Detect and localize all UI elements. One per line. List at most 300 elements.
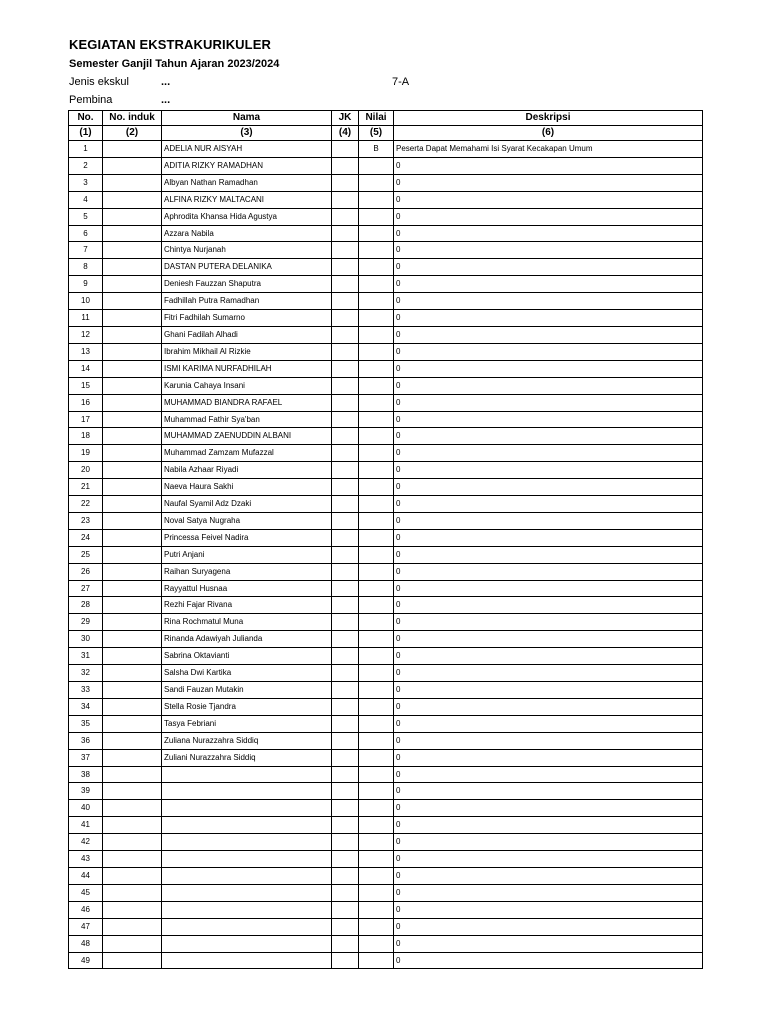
table-row xyxy=(69,631,703,648)
cell-no: 6 xyxy=(69,225,103,242)
cell-nilai xyxy=(359,918,394,935)
cell-nama: ADITIA RIZKY RAMADHAN xyxy=(162,157,332,174)
cell-no: 1 xyxy=(69,141,103,158)
cell-no: 48 xyxy=(69,935,103,952)
cell-no-induk xyxy=(103,648,162,665)
cell-nama: Fitri Fadhilah Sumarno xyxy=(162,310,332,327)
cell-nilai xyxy=(359,259,394,276)
cell-nama xyxy=(162,918,332,935)
cell-jk xyxy=(332,732,359,749)
cell-deskripsi: 0 xyxy=(394,394,703,411)
cell-nama xyxy=(162,783,332,800)
cell-no: 3 xyxy=(69,174,103,191)
cell-jk xyxy=(332,597,359,614)
cell-no-induk xyxy=(103,732,162,749)
cell-jk xyxy=(332,293,359,310)
cell-no: 18 xyxy=(69,428,103,445)
cell-jk xyxy=(332,867,359,884)
cell-no: 43 xyxy=(69,851,103,868)
cell-no: 23 xyxy=(69,512,103,529)
cell-nama: MUHAMMAD BIANDRA RAFAEL xyxy=(162,394,332,411)
header-number-4: (4) xyxy=(332,126,359,141)
cell-nama: Putri Anjani xyxy=(162,546,332,563)
cell-no-induk xyxy=(103,631,162,648)
cell-no: 25 xyxy=(69,546,103,563)
cell-deskripsi: 0 xyxy=(394,208,703,225)
cell-jk xyxy=(332,580,359,597)
cell-no: 17 xyxy=(69,411,103,428)
cell-no-induk xyxy=(103,580,162,597)
cell-nama: Muhammad Zamzam Mufazzal xyxy=(162,445,332,462)
cell-deskripsi: 0 xyxy=(394,614,703,631)
cell-no: 29 xyxy=(69,614,103,631)
cell-nama xyxy=(162,817,332,834)
cell-nilai xyxy=(359,208,394,225)
cell-nilai xyxy=(359,682,394,699)
cell-no: 40 xyxy=(69,800,103,817)
cell-jk xyxy=(332,918,359,935)
table-row xyxy=(69,597,703,614)
cell-nama: ALFINA RIZKY MALTACANI xyxy=(162,191,332,208)
cell-nama: Stella Rosie Tjandra xyxy=(162,698,332,715)
cell-deskripsi: 0 xyxy=(394,884,703,901)
cell-no: 37 xyxy=(69,749,103,766)
cell-no-induk xyxy=(103,496,162,513)
cell-nilai: B xyxy=(359,141,394,158)
cell-deskripsi: 0 xyxy=(394,445,703,462)
table-row xyxy=(69,715,703,732)
cell-jk xyxy=(332,783,359,800)
cell-nilai xyxy=(359,766,394,783)
cell-nilai xyxy=(359,563,394,580)
cell-deskripsi: 0 xyxy=(394,293,703,310)
cell-no: 2 xyxy=(69,157,103,174)
cell-jk xyxy=(332,242,359,259)
cell-nilai xyxy=(359,715,394,732)
table-row xyxy=(69,411,703,428)
cell-nama xyxy=(162,867,332,884)
cell-deskripsi: 0 xyxy=(394,682,703,699)
cell-nama: Tasya Febriani xyxy=(162,715,332,732)
table-row xyxy=(69,428,703,445)
cell-no: 24 xyxy=(69,529,103,546)
cell-no: 9 xyxy=(69,276,103,293)
table-row xyxy=(69,343,703,360)
cell-deskripsi: Peserta Dapat Memahami Isi Syarat Kecakapan Umum xyxy=(394,141,703,158)
cell-no-induk xyxy=(103,614,162,631)
table-row xyxy=(69,749,703,766)
table-row xyxy=(69,445,703,462)
header-number-3: (3) xyxy=(162,126,332,141)
cell-jk xyxy=(332,157,359,174)
cell-no: 45 xyxy=(69,884,103,901)
cell-deskripsi: 0 xyxy=(394,343,703,360)
header-number-2: (2) xyxy=(103,126,162,141)
cell-nama xyxy=(162,766,332,783)
cell-deskripsi: 0 xyxy=(394,952,703,969)
cell-jk xyxy=(332,411,359,428)
cell-no: 46 xyxy=(69,901,103,918)
cell-nilai xyxy=(359,191,394,208)
cell-nilai xyxy=(359,817,394,834)
header-deskripsi: Deskripsi xyxy=(394,111,703,126)
cell-no: 44 xyxy=(69,867,103,884)
cell-nilai xyxy=(359,546,394,563)
cell-no: 14 xyxy=(69,360,103,377)
cell-nilai xyxy=(359,529,394,546)
cell-nilai xyxy=(359,783,394,800)
cell-nilai xyxy=(359,631,394,648)
cell-no-induk xyxy=(103,157,162,174)
cell-no-induk xyxy=(103,851,162,868)
table-row xyxy=(69,242,703,259)
cell-jk xyxy=(332,563,359,580)
cell-nilai xyxy=(359,698,394,715)
cell-no: 38 xyxy=(69,766,103,783)
cell-deskripsi: 0 xyxy=(394,310,703,327)
cell-nilai xyxy=(359,479,394,496)
cell-jk xyxy=(332,851,359,868)
cell-no-induk xyxy=(103,293,162,310)
table-row xyxy=(69,512,703,529)
cell-deskripsi: 0 xyxy=(394,901,703,918)
cell-nama: Zuliani Nurazzahra Siddiq xyxy=(162,749,332,766)
cell-jk xyxy=(332,394,359,411)
table-row xyxy=(69,225,703,242)
cell-nama: Albyan Nathan Ramadhan xyxy=(162,174,332,191)
cell-nilai xyxy=(359,157,394,174)
cell-deskripsi: 0 xyxy=(394,867,703,884)
header-nama: Nama xyxy=(162,111,332,126)
cell-deskripsi: 0 xyxy=(394,732,703,749)
table-row xyxy=(69,191,703,208)
cell-nama xyxy=(162,884,332,901)
cell-nilai xyxy=(359,174,394,191)
jenis-ekskul-label: Jenis ekskul xyxy=(69,76,129,88)
cell-jk xyxy=(332,377,359,394)
cell-deskripsi: 0 xyxy=(394,834,703,851)
cell-deskripsi: 0 xyxy=(394,749,703,766)
cell-no: 41 xyxy=(69,817,103,834)
table-row xyxy=(69,732,703,749)
cell-nama xyxy=(162,901,332,918)
cell-no: 32 xyxy=(69,665,103,682)
cell-nama: Princessa Feivel Nadira xyxy=(162,529,332,546)
cell-nama: Ibrahim Mikhail Al Rizkie xyxy=(162,343,332,360)
cell-no-induk xyxy=(103,445,162,462)
header-number-1: (1) xyxy=(69,126,103,141)
cell-nilai xyxy=(359,242,394,259)
cell-nama: Sabrina Oktavianti xyxy=(162,648,332,665)
cell-jk xyxy=(332,208,359,225)
cell-jk xyxy=(332,749,359,766)
cell-nama: MUHAMMAD ZAENUDDIN ALBANI xyxy=(162,428,332,445)
cell-nilai xyxy=(359,360,394,377)
cell-nama: Rinanda Adawiyah Julianda xyxy=(162,631,332,648)
cell-no-induk xyxy=(103,242,162,259)
cell-no: 19 xyxy=(69,445,103,462)
cell-no: 16 xyxy=(69,394,103,411)
cell-jk xyxy=(332,343,359,360)
cell-jk xyxy=(332,276,359,293)
cell-nama: Zuliana Nurazzahra Siddiq xyxy=(162,732,332,749)
cell-nama: Naufal Syamil Adz Dzaki xyxy=(162,496,332,513)
cell-nama: Aphrodita Khansa Hida Agustya xyxy=(162,208,332,225)
header-nilai: Nilai xyxy=(359,111,394,126)
cell-no-induk xyxy=(103,343,162,360)
cell-no-induk xyxy=(103,715,162,732)
cell-no-induk xyxy=(103,682,162,699)
cell-deskripsi: 0 xyxy=(394,479,703,496)
cell-nilai xyxy=(359,732,394,749)
cell-nama: Rayyattul Husnaa xyxy=(162,580,332,597)
cell-nama: Deniesh Fauzzan Shaputra xyxy=(162,276,332,293)
cell-deskripsi: 0 xyxy=(394,648,703,665)
cell-no-induk xyxy=(103,310,162,327)
table-row xyxy=(69,851,703,868)
cell-no: 31 xyxy=(69,648,103,665)
cell-no: 35 xyxy=(69,715,103,732)
cell-deskripsi: 0 xyxy=(394,191,703,208)
table-row xyxy=(69,766,703,783)
cell-deskripsi: 0 xyxy=(394,817,703,834)
table-row xyxy=(69,141,703,158)
cell-nilai xyxy=(359,749,394,766)
cell-nama xyxy=(162,952,332,969)
table-row xyxy=(69,529,703,546)
table-row xyxy=(69,563,703,580)
cell-no: 15 xyxy=(69,377,103,394)
cell-no-induk xyxy=(103,901,162,918)
cell-no: 20 xyxy=(69,462,103,479)
student-table xyxy=(68,110,703,969)
pembina-value: ... xyxy=(161,94,171,106)
cell-jk xyxy=(332,479,359,496)
cell-jk xyxy=(332,225,359,242)
header-number-6: (6) xyxy=(394,126,703,141)
table-header-number-row xyxy=(69,126,703,141)
cell-no-induk xyxy=(103,546,162,563)
cell-nama: Sandi Fauzan Mutakin xyxy=(162,682,332,699)
cell-jk xyxy=(332,428,359,445)
cell-deskripsi: 0 xyxy=(394,462,703,479)
cell-nilai xyxy=(359,867,394,884)
table-row xyxy=(69,682,703,699)
table-row xyxy=(69,884,703,901)
cell-no: 27 xyxy=(69,580,103,597)
cell-no-induk xyxy=(103,191,162,208)
cell-nilai xyxy=(359,411,394,428)
cell-no: 8 xyxy=(69,259,103,276)
cell-no: 21 xyxy=(69,479,103,496)
cell-jk xyxy=(332,326,359,343)
cell-no: 13 xyxy=(69,343,103,360)
cell-jk xyxy=(332,310,359,327)
cell-jk xyxy=(332,496,359,513)
table-row xyxy=(69,496,703,513)
cell-no: 36 xyxy=(69,732,103,749)
cell-nilai xyxy=(359,580,394,597)
cell-deskripsi: 0 xyxy=(394,800,703,817)
cell-deskripsi: 0 xyxy=(394,428,703,445)
pembina-label: Pembina xyxy=(69,94,113,106)
cell-jk xyxy=(332,445,359,462)
table-body xyxy=(69,141,703,969)
table-row xyxy=(69,310,703,327)
cell-jk xyxy=(332,665,359,682)
cell-nama: Rezhi Fajar Rivana xyxy=(162,597,332,614)
cell-deskripsi: 0 xyxy=(394,851,703,868)
table-row xyxy=(69,360,703,377)
cell-nilai xyxy=(359,952,394,969)
cell-nama: Chintya Nurjanah xyxy=(162,242,332,259)
cell-deskripsi: 0 xyxy=(394,259,703,276)
table-row xyxy=(69,648,703,665)
cell-no: 49 xyxy=(69,952,103,969)
cell-deskripsi: 0 xyxy=(394,715,703,732)
cell-nilai xyxy=(359,597,394,614)
cell-jk xyxy=(332,614,359,631)
cell-no: 7 xyxy=(69,242,103,259)
table-row xyxy=(69,867,703,884)
table-row xyxy=(69,665,703,682)
cell-no: 34 xyxy=(69,698,103,715)
table-row xyxy=(69,918,703,935)
cell-deskripsi: 0 xyxy=(394,242,703,259)
cell-nilai xyxy=(359,310,394,327)
cell-no-induk xyxy=(103,867,162,884)
cell-nama: Naeva Haura Sakhi xyxy=(162,479,332,496)
cell-nama: DASTAN PUTERA DELANIKA xyxy=(162,259,332,276)
table-row xyxy=(69,952,703,969)
table-header-row xyxy=(69,111,703,126)
cell-deskripsi: 0 xyxy=(394,766,703,783)
cell-nilai xyxy=(359,935,394,952)
cell-nama: Noval Satya Nugraha xyxy=(162,512,332,529)
table-row xyxy=(69,580,703,597)
cell-nilai xyxy=(359,800,394,817)
cell-no: 10 xyxy=(69,293,103,310)
cell-no: 33 xyxy=(69,682,103,699)
cell-deskripsi: 0 xyxy=(394,698,703,715)
cell-deskripsi: 0 xyxy=(394,580,703,597)
cell-no: 22 xyxy=(69,496,103,513)
cell-jk xyxy=(332,901,359,918)
cell-no-induk xyxy=(103,665,162,682)
cell-no: 39 xyxy=(69,783,103,800)
table-row xyxy=(69,546,703,563)
table-row xyxy=(69,157,703,174)
cell-jk xyxy=(332,884,359,901)
cell-nilai xyxy=(359,851,394,868)
cell-jk xyxy=(332,360,359,377)
cell-nama: Rina Rochmatul Muna xyxy=(162,614,332,631)
cell-nama xyxy=(162,851,332,868)
cell-nama xyxy=(162,834,332,851)
table-row xyxy=(69,783,703,800)
cell-nilai xyxy=(359,225,394,242)
cell-nilai xyxy=(359,428,394,445)
cell-no-induk xyxy=(103,935,162,952)
cell-deskripsi: 0 xyxy=(394,935,703,952)
cell-no-induk xyxy=(103,326,162,343)
cell-no-induk xyxy=(103,360,162,377)
cell-nilai xyxy=(359,293,394,310)
cell-nama: Fadhillah Putra Ramadhan xyxy=(162,293,332,310)
cell-no-induk xyxy=(103,834,162,851)
cell-nama xyxy=(162,800,332,817)
table-row xyxy=(69,901,703,918)
cell-no-induk xyxy=(103,952,162,969)
table-row xyxy=(69,259,703,276)
cell-nilai xyxy=(359,343,394,360)
cell-nilai xyxy=(359,884,394,901)
cell-no: 47 xyxy=(69,918,103,935)
cell-no-induk xyxy=(103,259,162,276)
header-number-5: (5) xyxy=(359,126,394,141)
cell-nama xyxy=(162,935,332,952)
table-row xyxy=(69,326,703,343)
cell-jk xyxy=(332,462,359,479)
document-subtitle: Semester Ganjil Tahun Ajaran 2023/2024 xyxy=(69,58,280,70)
cell-no-induk xyxy=(103,597,162,614)
cell-no-induk xyxy=(103,377,162,394)
table-row xyxy=(69,935,703,952)
cell-jk xyxy=(332,631,359,648)
cell-jk xyxy=(332,698,359,715)
cell-jk xyxy=(332,174,359,191)
cell-nama: Nabila Azhaar Riyadi xyxy=(162,462,332,479)
table-row xyxy=(69,276,703,293)
cell-deskripsi: 0 xyxy=(394,157,703,174)
cell-nama: Raihan Suryagena xyxy=(162,563,332,580)
cell-nama: ADELIA NUR AISYAH xyxy=(162,141,332,158)
cell-jk xyxy=(332,715,359,732)
cell-jk xyxy=(332,529,359,546)
cell-nilai xyxy=(359,512,394,529)
cell-nama: ISMI KARIMA NURFADHILAH xyxy=(162,360,332,377)
cell-no-induk xyxy=(103,698,162,715)
cell-jk xyxy=(332,512,359,529)
cell-nilai xyxy=(359,445,394,462)
cell-nilai xyxy=(359,326,394,343)
cell-deskripsi: 0 xyxy=(394,665,703,682)
table-row xyxy=(69,614,703,631)
table-row xyxy=(69,208,703,225)
cell-nilai xyxy=(359,665,394,682)
cell-deskripsi: 0 xyxy=(394,496,703,513)
cell-no-induk xyxy=(103,918,162,935)
cell-jk xyxy=(332,952,359,969)
cell-no-induk xyxy=(103,141,162,158)
cell-jk xyxy=(332,935,359,952)
table-row xyxy=(69,817,703,834)
cell-nilai xyxy=(359,834,394,851)
cell-no-induk xyxy=(103,563,162,580)
table-row xyxy=(69,394,703,411)
cell-nilai xyxy=(359,496,394,513)
cell-deskripsi: 0 xyxy=(394,918,703,935)
cell-nama: Ghani Fadilah Alhadi xyxy=(162,326,332,343)
cell-deskripsi: 0 xyxy=(394,631,703,648)
cell-jk xyxy=(332,766,359,783)
cell-no: 4 xyxy=(69,191,103,208)
cell-no-induk xyxy=(103,394,162,411)
cell-no-induk xyxy=(103,766,162,783)
cell-jk xyxy=(332,141,359,158)
cell-deskripsi: 0 xyxy=(394,174,703,191)
cell-deskripsi: 0 xyxy=(394,360,703,377)
